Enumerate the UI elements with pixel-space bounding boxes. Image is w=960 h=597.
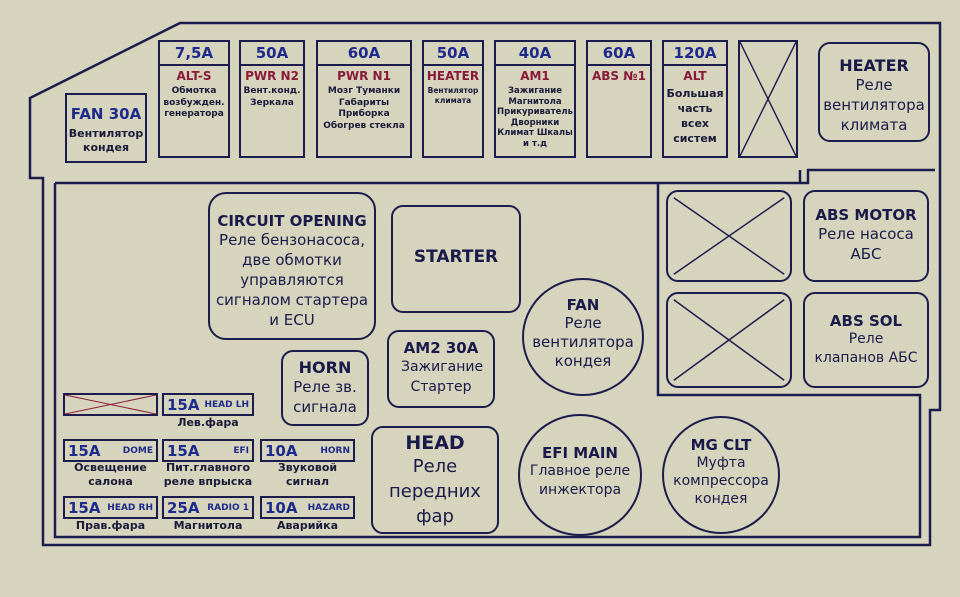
fuse-hazard: 10A HAZARD [260,496,355,519]
fuse-horn-label: Звуковой сигнал [277,461,338,488]
fuse-head-rh-label: Прав.фара [75,519,146,532]
fuse-heater: 50A HEATER Вентилятор климата [422,40,484,158]
fuse-alt-s: 7,5A ALT-S Обмотка возбужден. генератора [158,40,230,158]
relay-mg-clt: MG CLT Муфта компрессора кондея [662,416,780,534]
relay-circuit-opening: CIRCUIT OPENING Реле бензонасоса, две обмотки управляются сигналом стартера и ECU [208,192,376,340]
fuse-abs-1: 60A ABS №1 [586,40,652,158]
fuse-efi: 15A EFI [162,439,254,462]
relay-efi-main: EFI MAIN Главное реле инжектора [518,414,642,536]
fuse-pwr-n2: 50A PWR N2 Вент.конд. Зеркала [239,40,305,158]
empty-fuse-slot [738,40,798,158]
fuse-pwr-n1: 60A PWR N1 Мозг Туманки Габариты Приборка Обогрев стекла [316,40,412,158]
fuse-dome: 15A DOME [63,439,158,462]
fuse-alt: 120A ALT Большая часть всех систем [662,40,728,158]
fuse-am2-30a: AM2 30A Зажигание Стартер [387,330,495,408]
empty-relay-slot-1 [666,190,792,282]
empty-relay-slot-2 [666,292,792,388]
relay-fan: FAN Реле вентилятора кондея [522,278,644,396]
fuse-hazard-label: Аварийка [276,519,339,532]
empty-small-fuse [63,393,158,416]
relay-starter: STARTER [391,205,521,313]
fuse-horn: 10A HORN [260,439,355,462]
fuse-dome-label: Освещение салона [74,461,147,488]
fuse-head-rh: 15A HEAD RH [63,496,158,519]
relay-abs-motor: ABS MOTOR Реле насоса АБС [803,190,929,282]
relay-abs-sol: ABS SOL Реле клапанов АБС [803,292,929,388]
fuse-am1: 40A AM1 Зажигание Магнитола Прикуриватель Дворники Климат Шкалы и т.д [494,40,576,158]
relay-head: HEAD Реле передних фар [371,426,499,534]
fuse-head-lh-label: Лев.фара [177,416,239,429]
fuse-fan-30a: FAN 30A Вентилятор кондея [65,93,147,163]
fuse-radio-1-label: Магнитола [173,519,243,532]
fuse-head-lh: 15A HEAD LH [162,393,254,416]
relay-horn: HORN Реле зв. сигнала [281,350,369,426]
fuse-efi-label: Пит.главного реле впрыска [163,461,253,488]
fuse-radio-1: 25A RADIO 1 [162,496,254,519]
relay-heater: HEATER Реле вентилятора климата [818,42,930,142]
